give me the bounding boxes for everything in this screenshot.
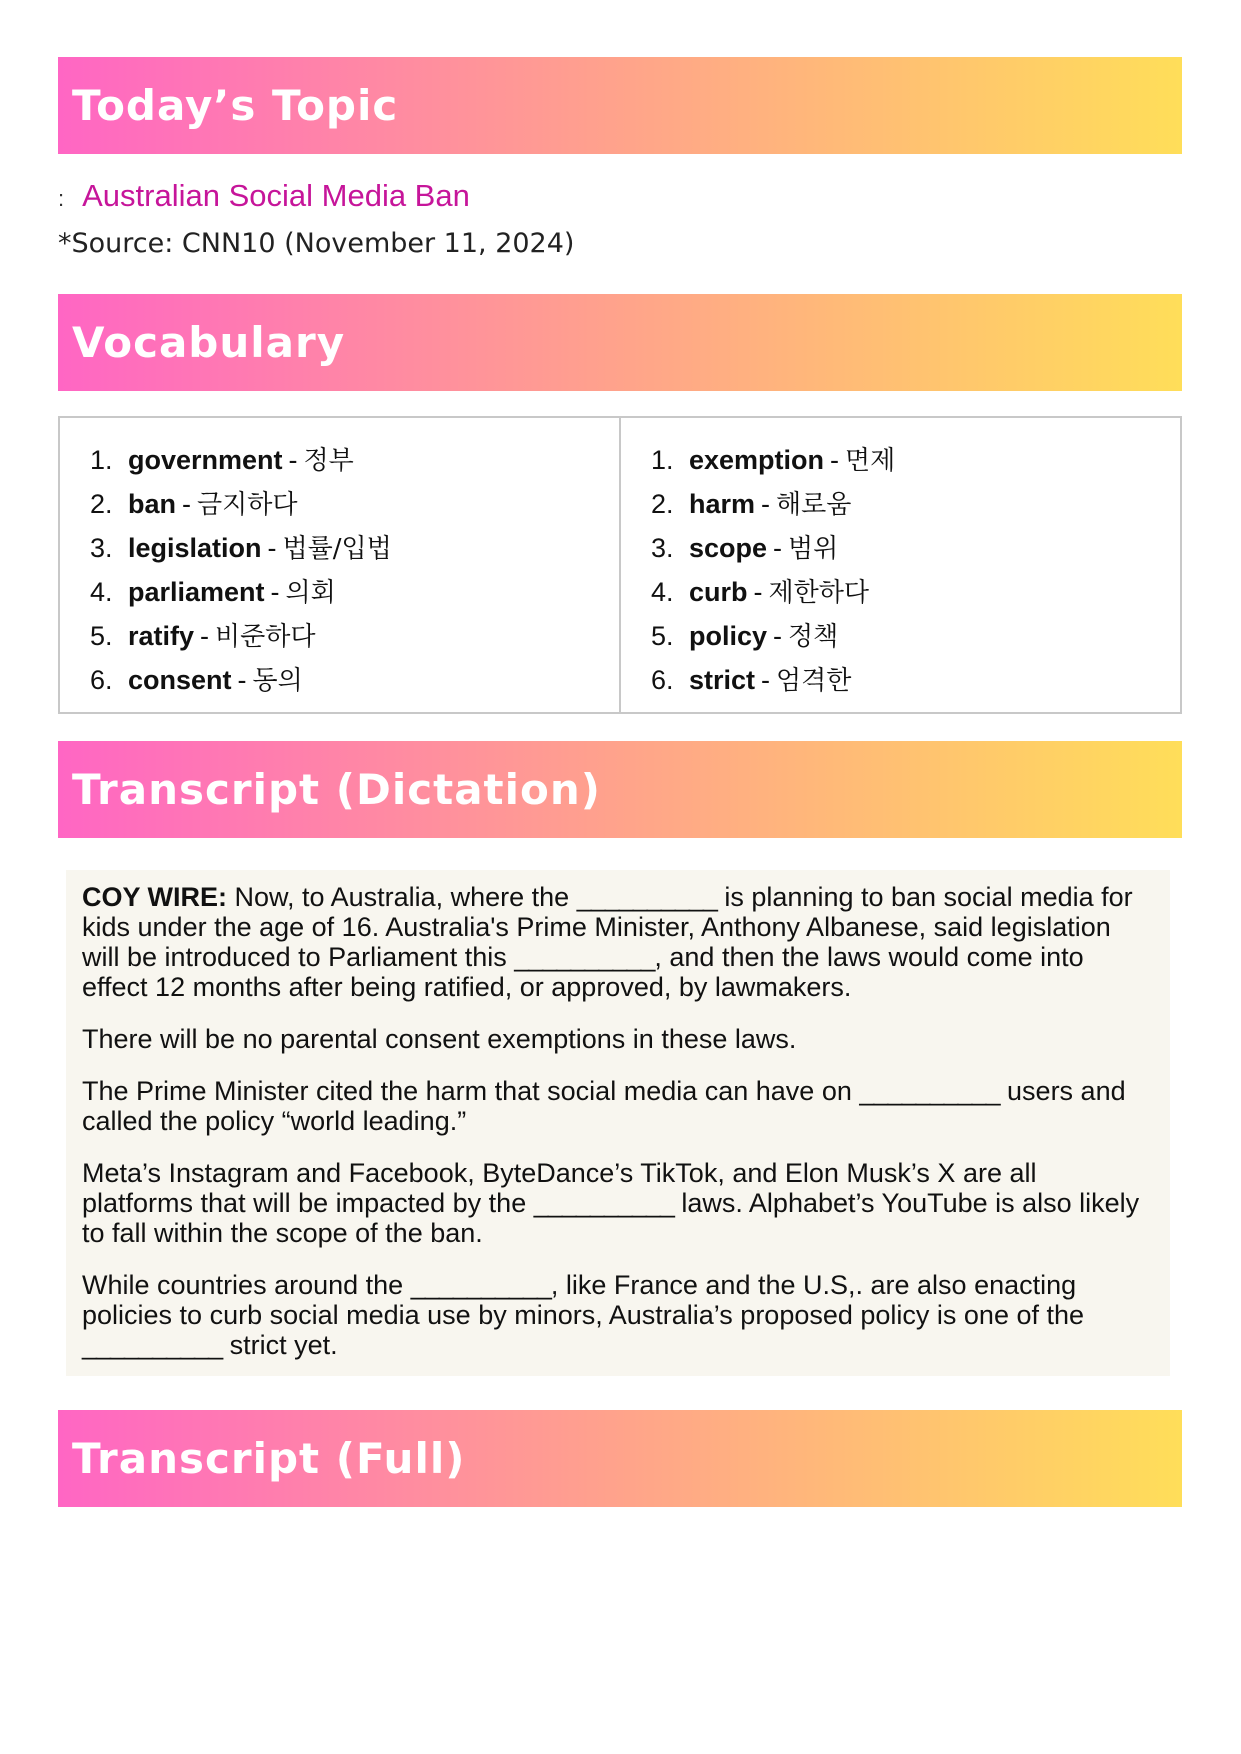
vocab-number: 4. <box>651 577 674 607</box>
vocab-term: legislation <box>128 533 262 563</box>
vocab-term: ban <box>128 489 177 519</box>
paragraph <box>82 1158 1154 1248</box>
fill-in-blank: __________ <box>576 882 717 912</box>
passage-text: The Prime Minister cited the harm that social media can have on <box>82 1076 860 1106</box>
speaker-label: COY WIRE: <box>82 882 228 912</box>
vocab-item: 3. legislation - 법률/입법 <box>90 528 619 572</box>
vocab-definition: 제한하다 <box>768 578 869 608</box>
paragraph <box>82 1270 1154 1360</box>
fill-in-blank: __________ <box>410 1270 551 1300</box>
vocab-term: government <box>128 445 283 475</box>
vocabulary-column-left <box>60 418 619 712</box>
section-header-full-transcript <box>58 1410 1182 1507</box>
vocab-number: 3. <box>651 533 674 563</box>
passage-text: , and then the laws would come into effect 12 months after being ratified, or approved, by lawmakers. <box>82 942 1084 1002</box>
vocab-term: harm <box>689 489 756 519</box>
fill-in-blank: __________ <box>514 942 655 972</box>
vocab-definition: 법률/입법 <box>282 534 392 564</box>
passage-text: , like France and the U.S,. are also enacting policies to curb social media use by minors, Australia’s proposed policy is one of the <box>82 1270 1085 1330</box>
vocab-definition: 정부 <box>303 446 354 476</box>
passage-text: There will be no parental consent exemptions in these laws. <box>82 1024 797 1054</box>
topic-colon: : <box>58 186 65 211</box>
vocab-item: 4. parliament - 의회 <box>90 572 619 616</box>
vocab-number: 6. <box>651 665 674 695</box>
vocab-number: 2. <box>90 489 113 519</box>
dictation-passage <box>66 870 1170 1376</box>
paragraph <box>82 1024 1154 1054</box>
vocab-number: 3. <box>90 533 113 563</box>
vocab-definition: 정책 <box>788 622 839 652</box>
fill-in-blank: __________ <box>859 1076 1000 1106</box>
vocab-number: 4. <box>90 577 113 607</box>
paragraph <box>82 1076 1154 1136</box>
vocab-number: 6. <box>90 665 113 695</box>
topic-title: Australian Social Media Ban <box>82 178 470 213</box>
vocab-term: exemption <box>689 445 825 475</box>
vocab-item: 5. policy - 정책 <box>651 616 1180 660</box>
vocab-item: 2. harm - 해로움 <box>651 484 1180 528</box>
vocabulary-table <box>58 416 1182 714</box>
fill-in-blank: __________ <box>533 1188 674 1218</box>
passage-text: is planning to ban social media for kids under the age of 16. Australia's Prime Minister, Anthony Albanese, said legislation will be introduced to Parliament this <box>82 882 1133 972</box>
vocab-definition: 범위 <box>788 534 839 564</box>
passage-text: While countries around the <box>82 1270 411 1300</box>
vocab-number: 5. <box>651 621 674 651</box>
vocab-term: scope <box>689 533 768 563</box>
passage-text: users and called the policy “world leading.” <box>82 1076 1126 1136</box>
vocab-number: 5. <box>90 621 113 651</box>
vocab-definition: 의회 <box>285 578 336 608</box>
vocab-definition: 엄격한 <box>776 666 852 696</box>
vocab-item: 4. curb - 제한하다 <box>651 572 1180 616</box>
vocab-item: 5. ratify - 비준하다 <box>90 616 619 660</box>
section-header-dictation <box>58 741 1182 838</box>
vocab-definition: 해로움 <box>776 490 852 520</box>
vocab-definition: 비준하다 <box>215 622 316 652</box>
topic-line <box>58 178 470 214</box>
vocab-term: parliament <box>128 577 265 607</box>
vocab-term: curb <box>689 577 748 607</box>
section-title: Today’s Topic <box>72 81 399 130</box>
vocab-item: 6. consent - 동의 <box>90 660 619 704</box>
section-title: Transcript (Full) <box>72 1434 466 1483</box>
vocab-term: policy <box>689 621 768 651</box>
passage-text: strict yet. <box>222 1330 338 1360</box>
vocab-term: ratify <box>128 621 195 651</box>
vocab-number: 1. <box>651 445 674 475</box>
source-citation: *Source: CNN10 (November 11, 2024) <box>58 228 575 259</box>
vocab-item: 6. strict - 엄격한 <box>651 660 1180 704</box>
vocab-item: 1. exemption - 면제 <box>651 440 1180 484</box>
fill-in-blank: __________ <box>82 1330 223 1360</box>
vocabulary-column-right <box>619 418 1180 712</box>
section-header-topic <box>58 57 1182 154</box>
vocab-definition: 동의 <box>252 666 303 696</box>
vocab-item: 3. scope - 범위 <box>651 528 1180 572</box>
vocab-definition: 금지하다 <box>197 490 298 520</box>
vocab-term: strict <box>689 665 756 695</box>
vocab-term: consent <box>128 665 232 695</box>
vocab-number: 1. <box>90 445 113 475</box>
passage-text: Meta’s Instagram and Facebook, ByteDance’s TikTok, and Elon Musk’s X are all platforms that will be impacted by the <box>82 1158 1037 1218</box>
vocab-item: 2. ban - 금지하다 <box>90 484 619 528</box>
passage-text: Now, to Australia, where the <box>227 882 577 912</box>
passage-text: laws. Alphabet’s YouTube is also likely to fall within the scope of the ban. <box>82 1188 1140 1248</box>
section-header-vocabulary <box>58 294 1182 391</box>
section-title: Vocabulary <box>72 318 346 367</box>
vocab-definition: 면제 <box>845 446 896 476</box>
vocab-item: 1. government - 정부 <box>90 440 619 484</box>
paragraph <box>82 882 1154 1002</box>
vocab-number: 2. <box>651 489 674 519</box>
section-title: Transcript (Dictation) <box>72 765 601 814</box>
